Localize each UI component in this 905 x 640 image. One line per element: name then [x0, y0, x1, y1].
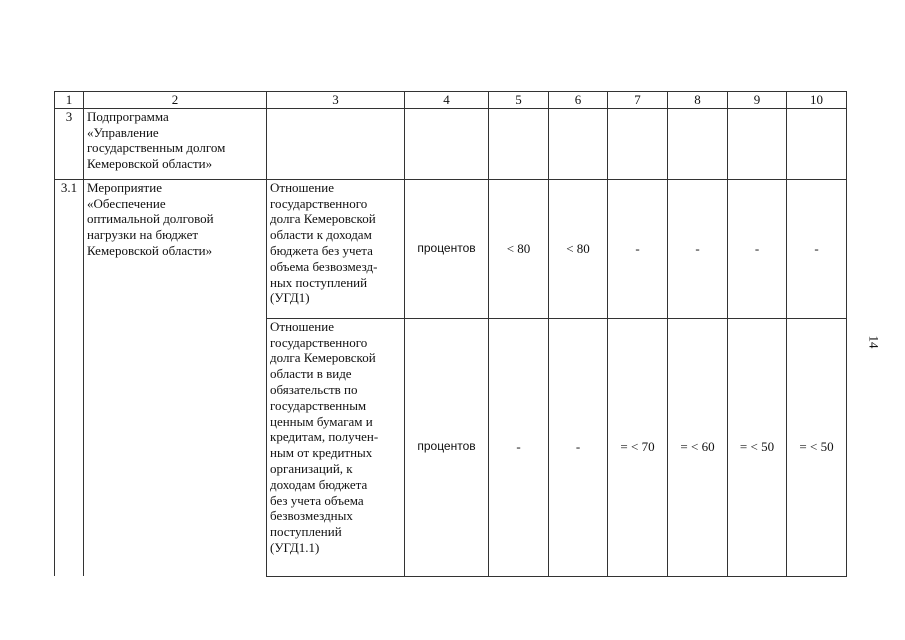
text-line: «Обеспечение — [87, 195, 166, 211]
text-line: долга Кемеровской — [270, 350, 376, 366]
text-line: бюджета без учета — [270, 242, 373, 258]
row-number: 3.1 — [55, 179, 84, 576]
empty-cell — [728, 108, 787, 179]
header-cell: 4 — [405, 92, 489, 109]
text-line: поступлений — [270, 524, 342, 540]
page-number: 14 — [866, 335, 882, 349]
data-table — [54, 91, 847, 577]
value-cell: - — [728, 179, 787, 318]
text-line: Кемеровской области» — [87, 242, 213, 258]
text-line: доходам бюджета — [270, 476, 368, 492]
unit-cell: процентов — [405, 318, 489, 576]
value-cell: - — [549, 318, 608, 576]
value-cell: < 80 — [549, 179, 608, 318]
header-row — [55, 92, 847, 109]
text-line: без учета объема — [270, 492, 364, 508]
header-cell: 10 — [787, 92, 847, 109]
empty-cell — [405, 108, 489, 179]
text-line: оптимальной долговой — [87, 211, 214, 227]
text-line: объема безвозмезд- — [270, 258, 378, 274]
text-line: Отношение — [270, 179, 334, 195]
text-line: ных поступлений — [270, 274, 368, 290]
unit-cell: процентов — [405, 179, 489, 318]
text-line: безвозмездных — [270, 508, 353, 524]
table-row-measure — [55, 179, 847, 318]
empty-cell — [267, 108, 405, 179]
header-cell: 7 — [608, 92, 668, 109]
text-line: области в виде — [270, 366, 352, 382]
empty-cell — [608, 108, 668, 179]
table-row-subprogram — [55, 108, 847, 179]
value-cell: = < 50 — [787, 318, 847, 576]
header-cell: 2 — [84, 92, 267, 109]
empty-cell — [668, 108, 728, 179]
header-cell: 8 — [668, 92, 728, 109]
text-line: Подпрограмма — [87, 108, 169, 124]
header-cell: 3 — [267, 92, 405, 109]
value-cell: = < 70 — [608, 318, 668, 576]
value-cell: - — [668, 179, 728, 318]
text-line: «Управление — [87, 124, 159, 140]
text-line: Мероприятие — [87, 179, 162, 195]
text-line: нагрузки на бюджет — [87, 227, 199, 243]
text-line: области к доходам — [270, 227, 372, 243]
measure-title — [84, 179, 267, 576]
text-line: государственного — [270, 334, 368, 350]
header-cell: 6 — [549, 92, 608, 109]
subprogram-title — [84, 108, 267, 179]
row-number: 3 — [55, 108, 84, 179]
text-line: (УГД1.1) — [270, 539, 320, 555]
value-cell: - — [608, 179, 668, 318]
header-cell: 1 — [55, 92, 84, 109]
text-line: (УГД1) — [270, 290, 310, 306]
text-line: Кемеровской области» — [87, 156, 213, 172]
text-line: государственным — [270, 397, 367, 413]
header-cell: 9 — [728, 92, 787, 109]
value-cell: < 80 — [489, 179, 549, 318]
text-line: государственным долгом — [87, 140, 226, 156]
value-cell: = < 50 — [728, 318, 787, 576]
empty-cell — [489, 108, 549, 179]
text-line: ным от кредитных — [270, 445, 373, 461]
header-cell: 5 — [489, 92, 549, 109]
empty-cell — [787, 108, 847, 179]
text-line: долга Кемеровской — [270, 211, 376, 227]
text-line: обязательств по — [270, 381, 358, 397]
value-cell: - — [489, 318, 549, 576]
value-cell: = < 60 — [668, 318, 728, 576]
text-line: государственного — [270, 195, 368, 211]
indicator-description — [267, 318, 405, 576]
text-line: организаций, к — [270, 460, 353, 476]
text-line: кредитам, получен- — [270, 429, 379, 445]
empty-cell — [549, 108, 608, 179]
indicator-description — [267, 179, 405, 318]
text-line: Отношение — [270, 318, 334, 334]
value-cell: - — [787, 179, 847, 318]
text-line: ценным бумагам и — [270, 413, 373, 429]
